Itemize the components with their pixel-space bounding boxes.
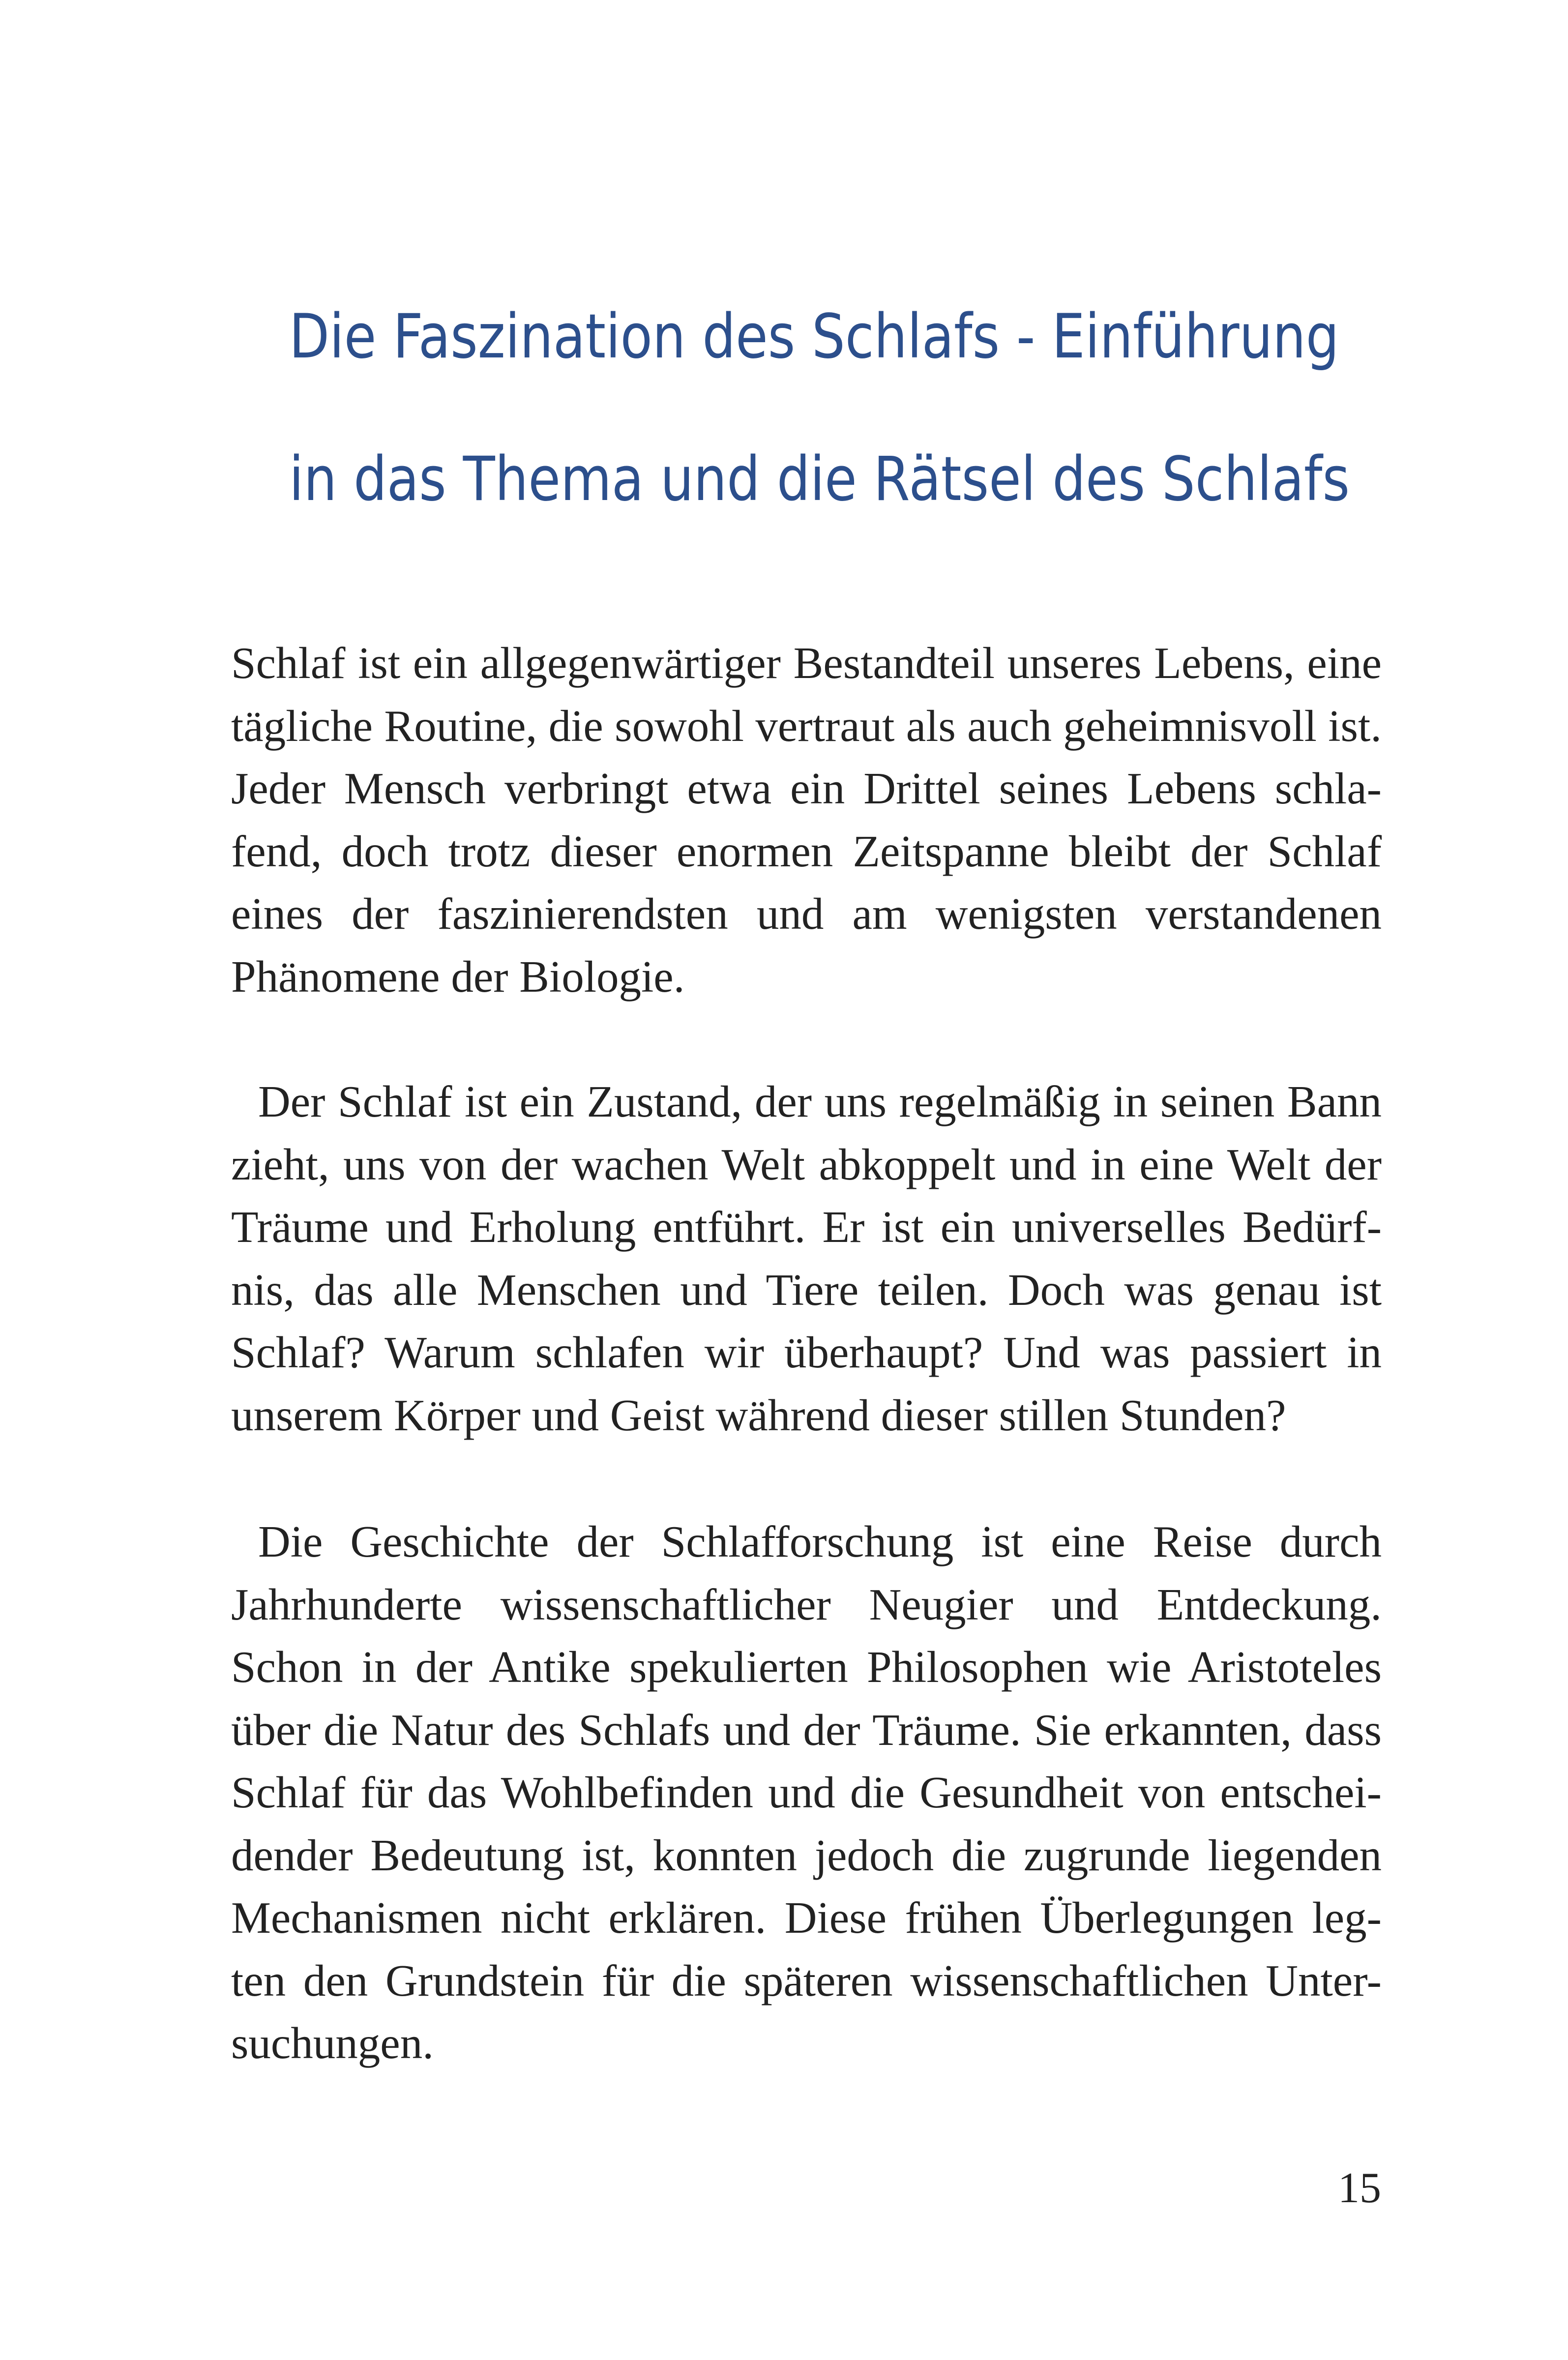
paragraph-line: Jeder Mensch verbringt etwa ein Drittel seines Lebens schla- <box>231 764 1382 813</box>
paragraph-line: Die Geschichte der Schlafforschung ist eine Reise durch <box>258 1517 1382 1566</box>
chapter-title <box>289 266 1350 551</box>
paragraph-line: Schlaf? Warum schlafen wir überhaupt? Und was passiert in <box>231 1328 1382 1377</box>
paragraph-line: nis, das alle Menschen und Tiere teilen. Doch was genau ist <box>231 1265 1382 1315</box>
paragraph-line: suchungen. <box>231 2018 434 2068</box>
paragraph-line: tägliche Routine, die sowohl vertraut als auch geheimnisvoll ist. <box>231 701 1382 751</box>
page-number: 15 <box>1338 2164 1381 2212</box>
chapter-title-line-1: Die Faszination des Schlafs - Einführung <box>289 301 1339 372</box>
paragraph-line: eines der faszinierendsten und am wenigsten verstandenen <box>231 889 1382 939</box>
paragraph-line: über die Natur des Schlafs und der Träume. Sie erkannten, dass <box>231 1705 1382 1755</box>
paragraph-2 <box>231 1070 1382 1446</box>
paragraph-line: Schlaf für das Wohlbefinden und die Gesundheit von entschei- <box>231 1768 1382 1817</box>
paragraph-line: unserem Körper und Geist während dieser stillen Stunden? <box>231 1390 1286 1440</box>
paragraph-line: Schlaf ist ein allgegenwärtiger Bestandteil unseres Lebens, eine <box>231 638 1382 688</box>
chapter-title-line-2: in das Thema und die Rätsel des Schlafs <box>289 444 1350 515</box>
paragraph-line: Der Schlaf ist ein Zustand, der uns regelmäßig in seinen Bann <box>258 1077 1382 1126</box>
paragraph-3 <box>231 1510 1382 2075</box>
paragraph-line: Mechanismen nicht erklären. Diese frühen Überlegungen leg- <box>231 1893 1382 1943</box>
paragraph-line: ten den Grundstein für die späteren wissenschaftlichen Unter- <box>231 1955 1382 2006</box>
paragraph-line: dender Bedeutung ist, konnten jedoch die zugrunde liegenden <box>231 1830 1382 1880</box>
paragraph-line: fend, doch trotz dieser enormen Zeitspanne bleibt der Schlaf <box>231 826 1382 876</box>
paragraph-line: Jahrhunderte wissenschaftlicher Neugier und Entdeckung. <box>231 1579 1382 1629</box>
paragraph-1 <box>231 632 1382 1008</box>
paragraph-line: Phänomene der Biologie. <box>231 951 685 1002</box>
paragraph-line: Schon in der Antike spekulierten Philosophen wie Aristoteles <box>231 1642 1382 1692</box>
paragraph-line: Träume und Erholung entführt. Er ist ein universelles Bedürf- <box>231 1202 1382 1252</box>
paragraph-line: zieht, uns von der wachen Welt abkoppelt und in eine Welt der <box>231 1139 1382 1189</box>
